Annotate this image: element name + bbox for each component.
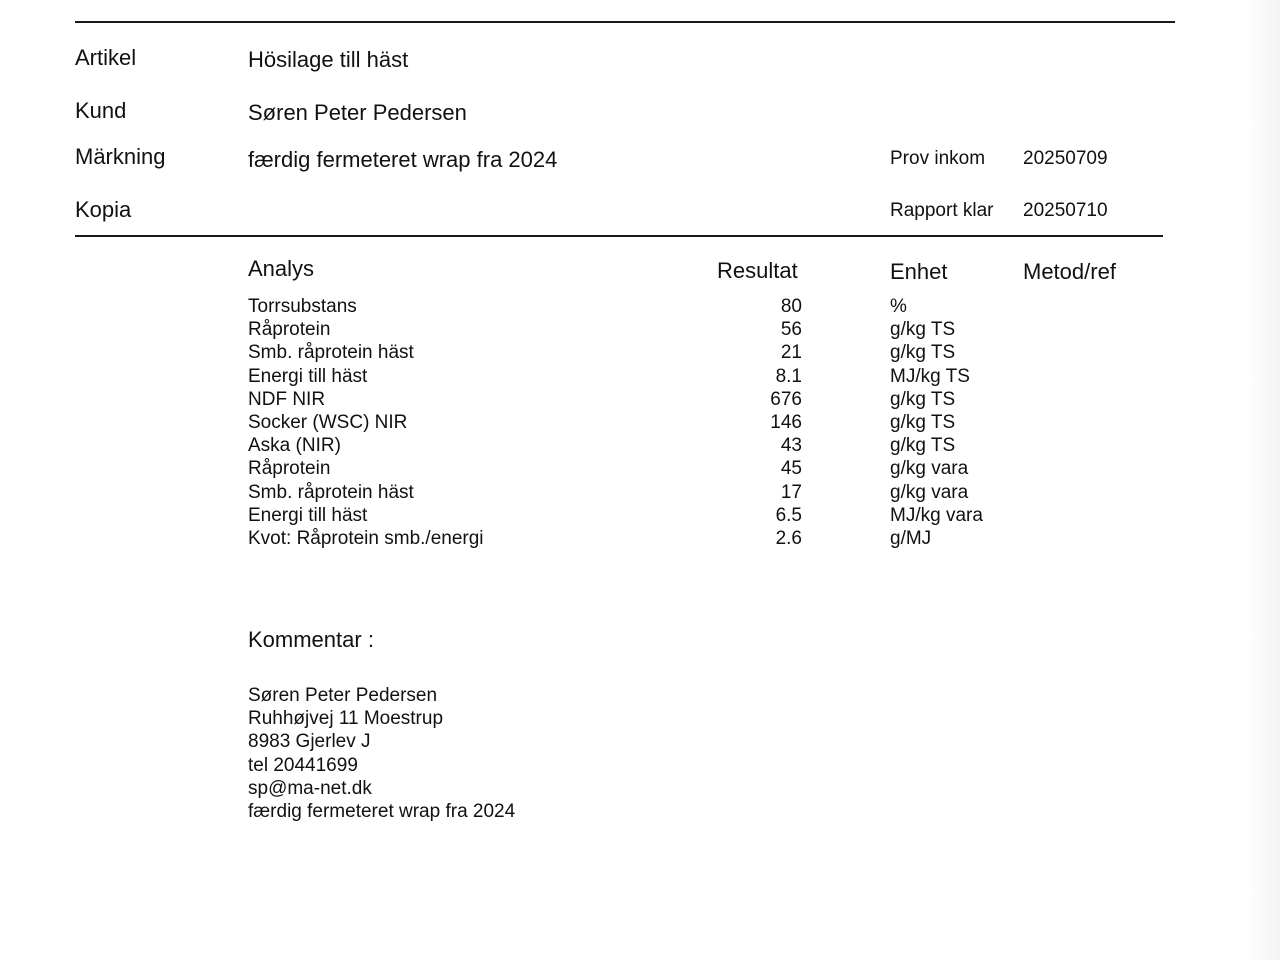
markning-label: Märkning: [75, 144, 166, 169]
analysis-name: Råprotein: [248, 319, 331, 341]
analysis-name: Smb. råprotein häst: [248, 342, 414, 364]
prov-inkom-label: Prov inkom: [890, 148, 986, 169]
table-row: [0, 411, 1280, 434]
analysis-unit: g/kg vara: [890, 458, 969, 480]
analysis-name: Aska (NIR): [248, 435, 341, 457]
analysis-unit: g/kg TS: [890, 411, 956, 433]
top-divider: [75, 21, 1175, 23]
analysis-unit: g/kg TS: [890, 388, 956, 410]
comment-line-note: færdig fermeteret wrap fra 2024: [248, 801, 516, 823]
table-row: [0, 365, 1280, 388]
rapport-klar-label: Rapport klar: [890, 200, 994, 221]
analysis-unit: %: [890, 296, 907, 317]
analysis-result: 43: [780, 435, 802, 457]
table-row: [0, 504, 1280, 527]
comment-line-phone: tel 20441699: [248, 754, 358, 776]
analysis-unit: MJ/kg vara: [890, 504, 983, 526]
analysis-table: [0, 295, 1280, 550]
column-header-enhet: Enhet: [890, 259, 948, 284]
artikel-value: Hösilage till häst: [248, 47, 409, 72]
comment-line-postal: 8983 Gjerlev J: [248, 731, 371, 753]
header-divider: [75, 235, 1163, 237]
analysis-name: Torrsubstans: [248, 296, 357, 317]
markning-value: færdig fermeteret wrap fra 2024: [248, 147, 558, 172]
table-row: [0, 527, 1280, 550]
table-row: [0, 295, 1280, 318]
analysis-result: 676: [770, 388, 802, 410]
comment-address-block: [248, 684, 515, 823]
kund-value: Søren Peter Pedersen: [248, 100, 467, 125]
analysis-unit: g/kg TS: [890, 342, 956, 364]
analysis-name: Socker (WSC) NIR: [248, 411, 408, 433]
table-row: [0, 457, 1280, 480]
rapport-klar-value: 20250710: [1023, 200, 1108, 221]
analysis-name: NDF NIR: [248, 388, 326, 410]
analysis-result: 21: [780, 342, 802, 364]
analysis-result: 17: [780, 481, 802, 503]
table-row: [0, 388, 1280, 411]
analysis-result: 146: [770, 411, 802, 433]
comment-title: Kommentar :: [248, 627, 374, 652]
kund-label: Kund: [75, 98, 127, 123]
column-header-resultat: Resultat: [717, 258, 798, 283]
comment-line-street: Ruhhøjvej 11 Moestrup: [248, 708, 444, 730]
table-row: [0, 341, 1280, 364]
analysis-result: 56: [780, 319, 802, 341]
analysis-name: Kvot: Råprotein smb./energi: [248, 527, 484, 549]
analysis-result: 8.1: [775, 365, 802, 387]
column-header-analys: Analys: [248, 256, 315, 281]
analysis-name: Energi till häst: [248, 504, 368, 526]
analysis-unit: g/kg TS: [890, 319, 956, 341]
analysis-unit: g/kg vara: [890, 481, 969, 503]
analysis-name: Energi till häst: [248, 365, 368, 387]
analysis-name: Råprotein: [248, 458, 331, 480]
analysis-result: 2.6: [775, 527, 802, 549]
analysis-result: 80: [780, 296, 802, 317]
analysis-unit: MJ/kg TS: [890, 365, 970, 387]
prov-inkom-value: 20250709: [1023, 148, 1108, 169]
table-row: [0, 318, 1280, 341]
comment-line-name: Søren Peter Pedersen: [248, 685, 438, 706]
analysis-result: 45: [780, 458, 802, 480]
analysis-unit: g/MJ: [890, 527, 932, 549]
kopia-label: Kopia: [75, 197, 132, 222]
analysis-name: Smb. råprotein häst: [248, 481, 414, 503]
analysis-unit: g/kg TS: [890, 435, 956, 457]
analysis-result: 6.5: [775, 504, 802, 526]
artikel-label: Artikel: [75, 45, 137, 70]
table-row: [0, 481, 1280, 504]
table-row: [0, 434, 1280, 457]
column-header-metod: Metod/ref: [1023, 259, 1116, 284]
comment-line-email: sp@ma-net.dk: [248, 777, 372, 799]
